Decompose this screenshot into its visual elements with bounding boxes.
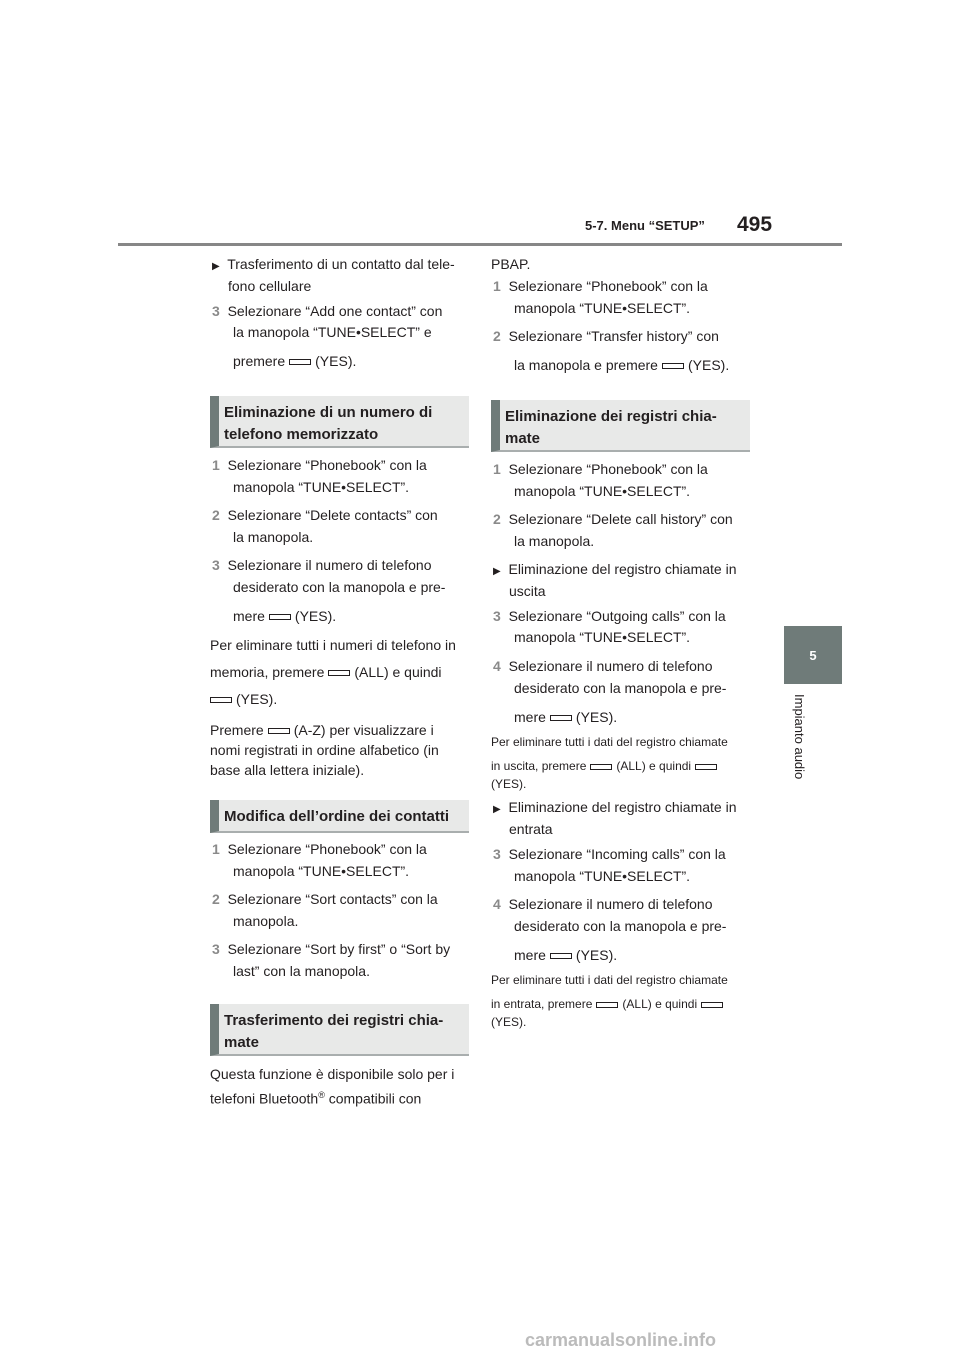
button-icon (550, 715, 572, 721)
bullet-transfer-contact (212, 255, 455, 276)
step-text: (YES). (294, 608, 337, 624)
heading-transfer-history (210, 1004, 469, 1056)
step-3 (212, 556, 431, 574)
step-text: (YES). (575, 709, 618, 725)
bullet-text: Eliminazione del registro chiamate in (508, 799, 737, 815)
heading-sort-contacts (210, 800, 469, 833)
step-text: (YES). (575, 947, 618, 963)
note-text (210, 721, 434, 739)
heading-text: Eliminazione di un numero di (224, 404, 433, 421)
bullet-incoming (493, 798, 736, 819)
step-2 (212, 890, 438, 908)
note-text-part: (YES). (236, 691, 278, 707)
bullet-text-cont: entrata (509, 821, 553, 837)
body-text-part: telefoni Bluetooth (210, 1090, 319, 1107)
button-icon (328, 670, 350, 676)
note-text-part: memoria, premere (210, 664, 325, 680)
step-number: 1 (493, 461, 501, 477)
step-number: 2 (493, 328, 501, 344)
button-icon (695, 764, 717, 770)
step-text: Selezionare “Outgoing calls” con la (508, 608, 726, 624)
step-text-cont: la manopola “TUNE•SELECT” e (233, 324, 432, 340)
note-text-part: in uscita, premere (491, 759, 587, 773)
note-text: Per eliminare tutti i dati del registro chiamate (491, 973, 728, 987)
step-number: 1 (493, 278, 501, 294)
note-text: (YES). (491, 777, 527, 791)
heading-text: Modifica dell’ordine dei contatti (224, 808, 450, 825)
chapter-label: Impianto audio (792, 694, 807, 780)
note-text (210, 663, 442, 681)
step-text-cont (514, 708, 617, 726)
note-text: Per eliminare tutti i numeri di telefono in (210, 637, 456, 653)
button-icon (590, 764, 612, 770)
note-text (491, 759, 721, 774)
body-text-part: compatibili con (324, 1090, 422, 1107)
step-text-cont: desiderato con la manopola e pre- (514, 918, 727, 934)
step-text: Selezionare “Phonebook” con la (227, 457, 427, 473)
step-text-cont (514, 946, 617, 964)
heading-text: mate (224, 1034, 260, 1051)
step-text-cont: la manopola. (233, 529, 314, 545)
step-text: Selezionare “Incoming calls” con la (508, 846, 726, 862)
step-3 (212, 940, 450, 958)
step-text: mere (514, 947, 546, 963)
step-number: 4 (493, 658, 501, 674)
note-text (210, 690, 277, 708)
step-text: Selezionare “Delete contacts” con (227, 507, 438, 523)
heading-text: telefono memorizzato (224, 426, 379, 443)
bullet-text-cont: uscita (509, 583, 546, 599)
note-text-part: in entrata, premere (491, 997, 593, 1011)
step-number: 3 (493, 608, 501, 624)
note-text (491, 997, 727, 1012)
step-2 (493, 327, 719, 345)
step-number: 4 (493, 896, 501, 912)
bullet-triangle-icon: ▶ (493, 566, 501, 577)
heading-text: Trasferimento dei registri chia- (224, 1012, 444, 1029)
step-text: mere (233, 608, 265, 624)
bullet-triangle-icon: ▶ (493, 804, 501, 815)
button-icon (596, 1002, 618, 1008)
step-text: Selezionare “Phonebook” con la (508, 461, 708, 477)
button-icon (289, 359, 311, 365)
step-text-cont: last” con la manopola. (233, 963, 370, 979)
step-text-cont (233, 352, 356, 370)
heading-text: Eliminazione dei registri chia- (505, 408, 717, 425)
step-3 (493, 607, 726, 625)
step-3 (212, 302, 442, 320)
note-text: Per eliminare tutti i dati del registro chiamate (491, 735, 728, 749)
section-title: 5-7. Menu “SETUP” (585, 218, 705, 233)
button-icon (550, 953, 572, 959)
step-text: Selezionare il numero di telefono (508, 658, 713, 674)
bullet-outgoing (493, 560, 736, 581)
step-text: Selezionare “Sort by first” o “Sort by (227, 941, 451, 957)
watermark: carmanualsonline.info (525, 1330, 717, 1350)
note-text: base alla lettera iniziale). (210, 762, 365, 778)
step-text-cont: manopola “TUNE•SELECT”. (233, 479, 410, 495)
button-icon (210, 697, 232, 703)
bullet-text: Eliminazione del registro chiamate in (508, 561, 737, 577)
note-text-part: (A-Z) per visualizzare i (293, 722, 434, 738)
body-text: Questa funzione è disponibile solo per i (210, 1066, 455, 1082)
registered-mark: ® (318, 1090, 325, 1100)
step-1 (493, 460, 708, 478)
step-number: 3 (493, 846, 501, 862)
bullet-text: Trasferimento di un contatto dal tele- (227, 256, 455, 272)
step-1 (212, 840, 427, 858)
step-text-cont: manopola. (233, 913, 299, 929)
step-text-cont: manopola “TUNE•SELECT”. (514, 629, 691, 645)
step-text: Selezionare “Transfer history” con (508, 328, 719, 344)
note-text-part: (ALL) e quindi (616, 759, 692, 773)
step-number: 2 (493, 511, 501, 527)
chapter-number: 5 (809, 647, 817, 663)
step-text-cont: la manopola. (514, 533, 595, 549)
heading-delete-history (491, 400, 750, 452)
body-text: PBAP. (491, 256, 531, 272)
bullet-triangle-icon: ▶ (212, 261, 220, 272)
step-text-cont: manopola “TUNE•SELECT”. (514, 483, 691, 499)
page-number: 495 (737, 213, 773, 236)
step-number: 1 (212, 457, 220, 473)
step-number: 3 (212, 557, 220, 573)
bullet-text-cont: fono cellulare (228, 278, 312, 294)
step-text: Selezionare “Phonebook” con la (508, 278, 708, 294)
step-3 (493, 845, 726, 863)
step-1 (212, 456, 427, 474)
step-text: Selezionare “Delete call history” con (508, 511, 733, 527)
step-text: Selezionare “Add one contact” con (227, 303, 443, 319)
chapter-tab (784, 626, 842, 684)
step-text: Selezionare “Phonebook” con la (227, 841, 427, 857)
step-number: 3 (212, 941, 220, 957)
step-4 (493, 657, 712, 675)
note-text-part: Premere (210, 722, 264, 738)
heading-delete-number (210, 396, 469, 448)
step-text-cont: desiderato con la manopola e pre- (514, 680, 727, 696)
step-number: 2 (212, 891, 220, 907)
note-text: (YES). (491, 1015, 527, 1029)
button-icon (269, 614, 291, 620)
note-text-part: (ALL) e quindi (354, 664, 442, 680)
step-text: la manopola e premere (514, 357, 658, 373)
heading-text: mate (505, 430, 541, 447)
step-text-cont: desiderato con la manopola e pre- (233, 579, 446, 595)
step-number: 2 (212, 507, 220, 523)
step-text: premere (233, 353, 286, 369)
button-icon (662, 363, 684, 369)
chapter-label-wrap (785, 694, 807, 804)
step-text: (YES). (687, 357, 730, 373)
step-text-cont: manopola “TUNE•SELECT”. (514, 300, 691, 316)
step-text: mere (514, 709, 546, 725)
step-4 (493, 895, 712, 913)
button-icon (268, 728, 290, 734)
note-text-part: (ALL) e quindi (622, 997, 698, 1011)
step-1 (493, 277, 708, 295)
step-number: 1 (212, 841, 220, 857)
step-number: 3 (212, 303, 220, 319)
step-text-cont (514, 356, 729, 374)
body-text (210, 1086, 421, 1108)
button-icon (701, 1002, 723, 1008)
step-2 (493, 510, 733, 528)
note-text: nomi registrati in ordine alfabetico (in (210, 742, 439, 758)
step-text-cont: manopola “TUNE•SELECT”. (233, 863, 410, 879)
step-text: Selezionare “Sort contacts” con la (227, 891, 438, 907)
step-text-cont: manopola “TUNE•SELECT”. (514, 868, 691, 884)
step-text: Selezionare il numero di telefono (227, 557, 432, 573)
step-text-cont (233, 607, 336, 625)
step-2 (212, 506, 438, 524)
step-text: Selezionare il numero di telefono (508, 896, 713, 912)
header-rule (118, 243, 842, 246)
step-text: (YES). (315, 353, 357, 369)
